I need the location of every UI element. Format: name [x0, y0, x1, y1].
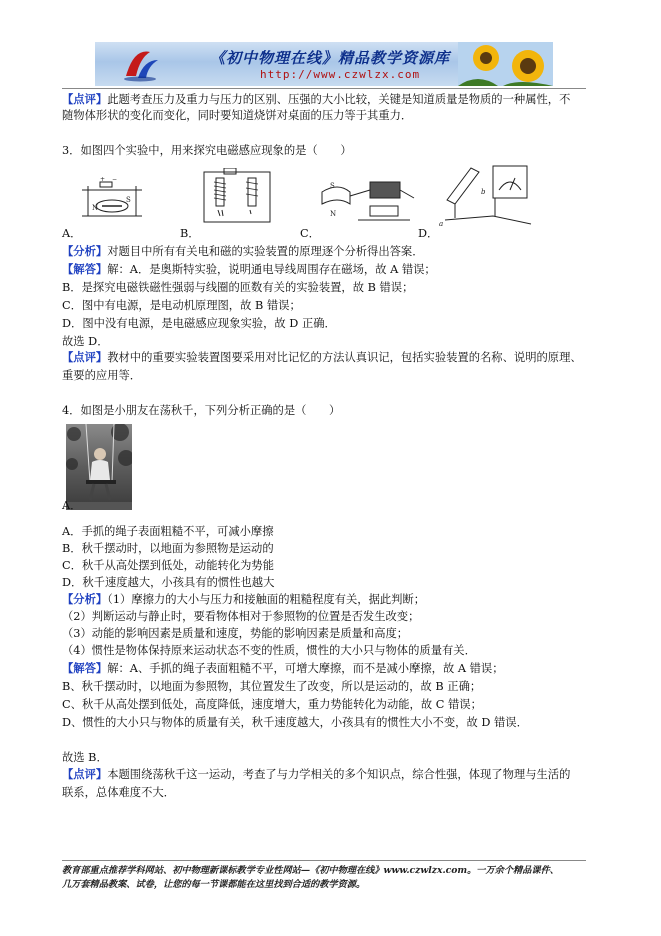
q3-solution: 【解答】解：A．是奥斯特实验，说明通电导线周围存在磁场，故 A 错误；: [62, 262, 436, 276]
sunflower-icon: [458, 42, 553, 86]
q4-analysis-2: （2）判断运动与静止时，要看物体相对于参照物的位置是否发生改变；: [62, 610, 420, 623]
header-rule: [62, 88, 586, 89]
banner-title: 《初中物理在线》精品教学资源库: [210, 49, 451, 67]
banner-url: http://www.czwlzx.com: [260, 68, 421, 81]
footer-line-1: 教育部重点推荐学科网站、初中物理新课标教学专业性网站—《初中物理在线》www.czwlzx.com。一万余个精品课件、: [62, 865, 559, 876]
svg-text:N: N: [92, 204, 99, 212]
option-d-label: D．: [418, 227, 439, 240]
review-line-2: 随物体形状的变化而变化，同时要知道烧饼对桌面的压力等于其重力．: [62, 109, 413, 122]
q4-solution-d: D、惯性的大小只与物体的质量有关，秋千速度越大，小孩具有的惯性大小不变，故 D 错误．: [62, 716, 528, 729]
header-banner: [95, 42, 553, 86]
svg-text:b: b: [481, 188, 486, 196]
footer-line-2: 几万套精品教案、试卷，让您的每一节课都能在这里找到合适的教学资源。: [62, 879, 366, 890]
q3-review-2: 重要的应用等．: [62, 369, 142, 382]
q3-solution-b: B．是探究电磁铁磁性强弱与线圈的匝数有关的实验装置，故 B 错误；: [62, 281, 414, 294]
q4-option-a: A．手抓的绳子表面粗糙不平，可减小摩擦: [62, 525, 274, 538]
tag-review: 【点评】: [62, 92, 108, 106]
q4-solution-c: C、秋千从高处摆到低处，高度降低，速度增大，重力势能转化为动能，故 C 错误；: [62, 698, 482, 711]
q4-option-b: B．秋千摆动时，以地面为参照物是运动的: [62, 542, 274, 555]
footer-rule: [62, 860, 586, 861]
svg-text:−: −: [112, 176, 118, 183]
question-3: 3．如图四个实验中，用来探究电磁感应现象的是（ ）: [62, 144, 352, 157]
figure-a-oersted-icon: [78, 172, 148, 222]
option-c-label: C．: [300, 227, 320, 240]
figure-b-electromagnet-icon: [198, 168, 276, 226]
q3-analysis: 【分析】对题目中所有有关电和磁的实验装置的原理逐个分析得出答案．: [62, 244, 424, 258]
q3-solution-d: D．图中没有电源，是电磁感应现象实验，故 D 正确．: [62, 317, 336, 330]
q4-solution-b: B、秋千摆动时，以地面为参照物，其位置发生了改变，所以是运动的，故 B 正确；: [62, 680, 482, 693]
site-logo-icon: [120, 46, 160, 82]
q3-answer: 故选 D．: [62, 335, 109, 348]
option-b-label: B．: [180, 227, 200, 240]
svg-text:a: a: [439, 220, 444, 228]
q4-option-c: C．秋千从高处摆到低处，动能转化为势能: [62, 559, 274, 572]
svg-text:S: S: [330, 182, 335, 190]
q4-analysis-3: （3）动能的影响因素是质量和速度，势能的影响因素是质量和高度；: [62, 627, 409, 640]
svg-text:N: N: [330, 210, 337, 218]
q3-review: 【点评】教材中的重要实验装置图要采用对比记忆的方法认真识记，包括实验装置的名称、说明的原理、: [62, 350, 582, 364]
svg-text:S: S: [126, 196, 131, 204]
q4-solution: 【解答】解：A、手抓的绳子表面粗糙不平，可增大摩擦，而不是减小摩擦，故 A 错误；: [62, 661, 504, 675]
q4-answer: 故选 B．: [62, 751, 108, 764]
question-4: 4．如图是小朋友在荡秋千，下列分析正确的是（ ）: [62, 404, 341, 417]
figure-c-motor-icon: [318, 176, 418, 224]
q4-analysis-4: （4）惯性是物体保持原来运动状态不变的性质，惯性的大小只与物体的质量有关．: [62, 644, 476, 657]
q3-solution-c: C．图中有电源，是电动机原理图，故 B 错误；: [62, 299, 301, 312]
photo-label: A．: [62, 499, 82, 512]
q4-analysis: 【分析】（1）摩擦力的大小与压力和接触面的粗糙程度有关，据此判断；: [62, 592, 426, 606]
svg-text:+: +: [100, 176, 106, 183]
review-line-1: 【点评】此题考查压力及重力与压力的区别、压强的大小比较，关键是知道质量是物质的一种属性，不: [62, 92, 571, 106]
q4-review-2: 联系，总体难度不大．: [62, 786, 175, 799]
option-a-label: A．: [62, 227, 82, 240]
figure-d-induction-icon: [435, 160, 535, 230]
q4-option-d: D．秋千速度越大，小孩具有的惯性也越大: [62, 576, 275, 589]
q4-review: 【点评】本题围绕荡秋千这一运动，考查了与力学相关的多个知识点，综合性强，体现了物理与生活的: [62, 767, 571, 781]
